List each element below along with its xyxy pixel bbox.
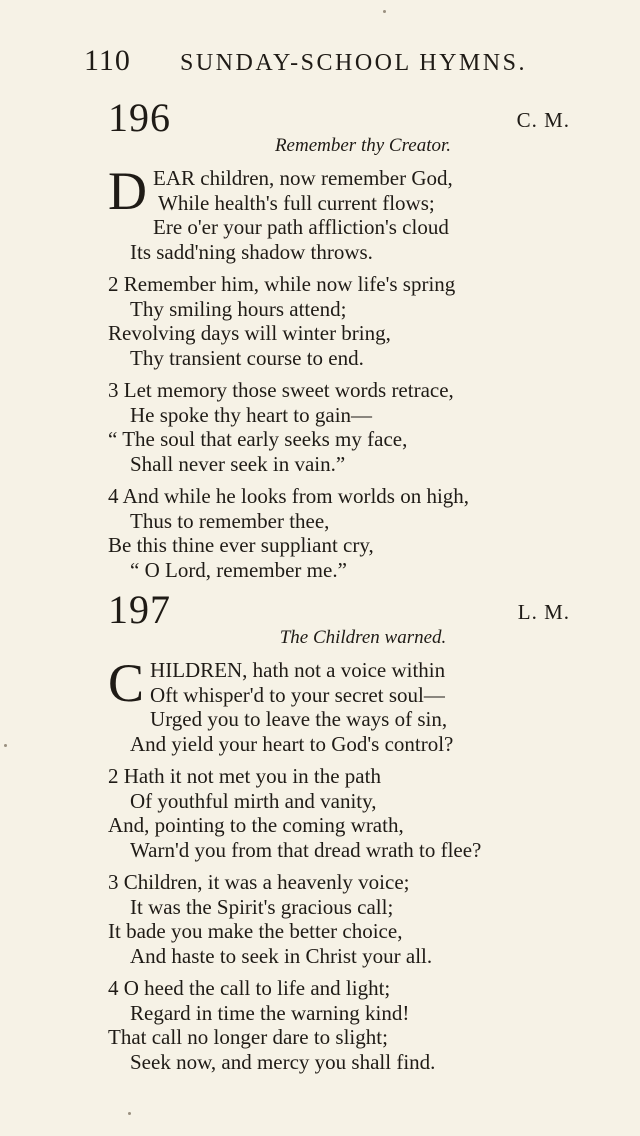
verse-line: And yield your heart to God's control?	[130, 731, 454, 756]
hymn-subtitle: Remember thy Creator.	[274, 135, 452, 156]
verse-line: 2 Hath it not met you in the path	[108, 764, 381, 788]
hymn-header	[108, 587, 588, 632]
paper-speck	[4, 744, 7, 747]
verse-line: Seek now, and mercy you shall find.	[130, 1049, 436, 1074]
verse-line: Warn'd you from that dread wrath to flee?	[130, 837, 482, 862]
hymn-header	[108, 95, 588, 140]
verse-line: Be this thine ever suppliant cry,	[108, 533, 374, 557]
stanza-2	[108, 272, 588, 370]
verse-line: He spoke thy heart to gain—	[130, 402, 373, 427]
verse-text: HILDREN, hath not a voice within	[150, 658, 446, 682]
stanza-1	[108, 653, 588, 756]
verse-line: Oft whisper'd to your secret soul—	[150, 682, 445, 707]
hymn-meter: L. M.	[517, 600, 570, 624]
paper-speck	[128, 1112, 131, 1115]
verse-line: 4 O heed the call to life and light;	[108, 976, 391, 1000]
verse-line: Thus to remember thee,	[130, 508, 330, 533]
page-number: 110	[84, 44, 131, 77]
stanza-1	[108, 161, 588, 264]
running-title: SUNDAY-SCHOOL HYMNS.	[180, 50, 527, 76]
verse-line: It bade you make the better choice,	[108, 919, 403, 943]
stanza-2	[108, 764, 588, 862]
verse-line: Shall never seek in vain.”	[130, 451, 346, 476]
stanza-3	[108, 870, 588, 968]
verse-line: And haste to seek in Christ your all.	[130, 943, 433, 968]
verse-line: 3 Children, it was a heavenly voice;	[108, 870, 410, 894]
drop-cap: D	[108, 161, 147, 221]
verse-line: Its sadd'ning shadow throws.	[130, 239, 373, 264]
hymn-subtitle: The Children warned.	[279, 627, 447, 648]
stanza-4	[108, 484, 588, 582]
stanza-4	[108, 976, 588, 1074]
hymn-number: 197	[108, 587, 171, 632]
verse-line: Regard in time the warning kind!	[130, 1000, 410, 1025]
verse-line: That call no longer dare to slight;	[108, 1025, 388, 1049]
verse-line: 3 Let memory those sweet words retrace,	[108, 378, 454, 402]
verse-line: “ O Lord, remember me.”	[130, 557, 347, 582]
verse-line: While health's full current flows;	[158, 190, 435, 215]
hymn-meter: C. M.	[516, 108, 570, 132]
verse-line: Revolving days will winter bring,	[108, 321, 391, 345]
verse-line: 2 Remember him, while now life's spring	[108, 272, 456, 296]
verse-line: Of youthful mirth and vanity,	[130, 788, 377, 813]
verse-line: Ere o'er your path affliction's cloud	[153, 215, 449, 239]
verse-line: It was the Spirit's gracious call;	[130, 894, 394, 919]
verse-line: “ The soul that early seeks my face,	[108, 427, 408, 451]
verse-line: Urged you to leave the ways of sin,	[150, 707, 448, 731]
running-head	[84, 44, 534, 80]
paper-speck	[383, 10, 386, 13]
verse-line: Thy smiling hours attend;	[130, 296, 347, 321]
stanza-3	[108, 378, 588, 476]
verse-line: Thy transient course to end.	[130, 345, 364, 370]
verse-line: 4 And while he looks from worlds on high,	[108, 484, 470, 508]
hymn-196	[108, 95, 588, 582]
verse-line: And, pointing to the coming wrath,	[108, 813, 404, 837]
verse-text: EAR children, now remember God,	[153, 166, 453, 190]
drop-cap: C	[108, 653, 145, 713]
hymn-197	[108, 587, 588, 1074]
hymn-number: 196	[108, 95, 171, 140]
